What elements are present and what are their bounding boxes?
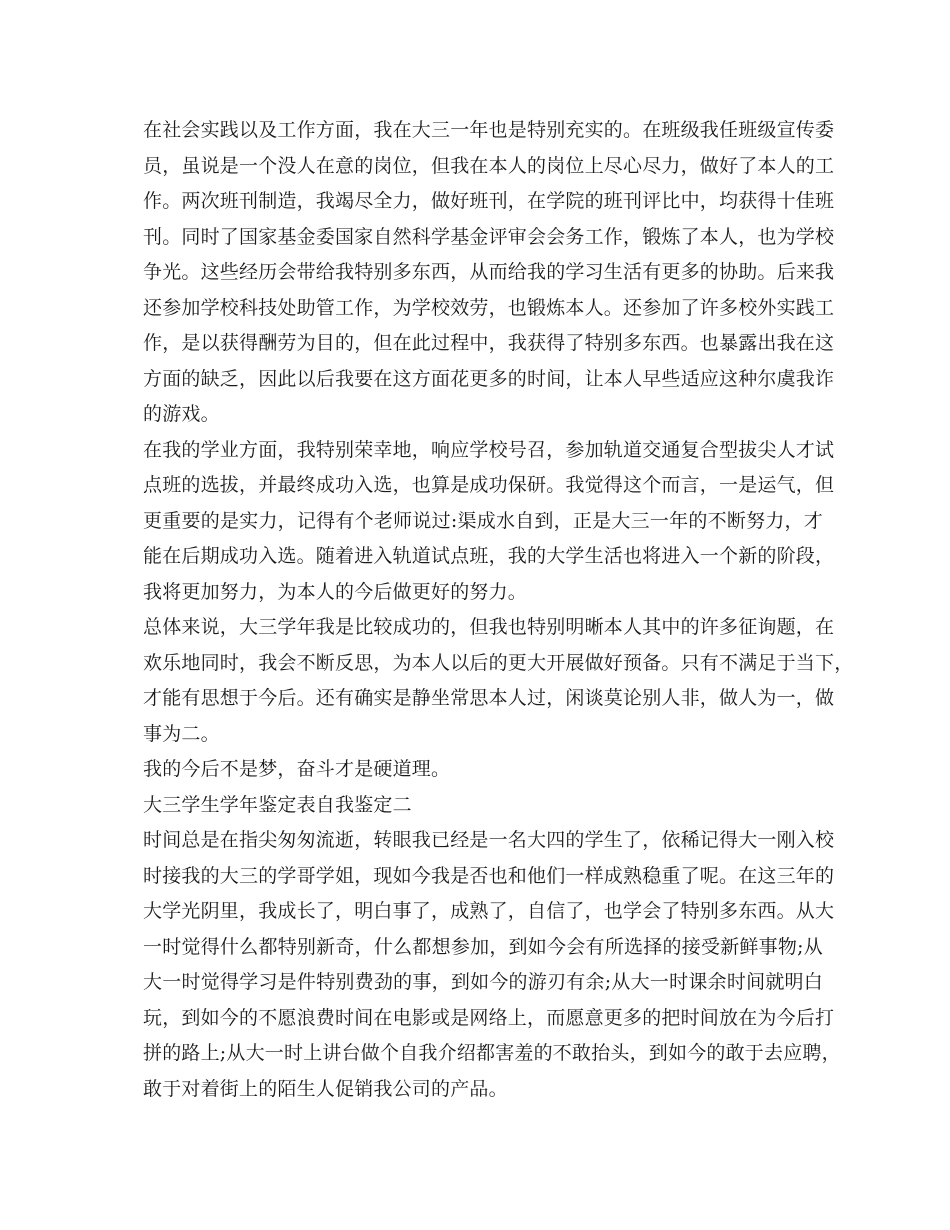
paragraph [143, 752, 823, 788]
text-line: 更重要的是实力，记得有个老师说过:渠成水自到，正是大三一年的不断努力，才 [143, 509, 823, 532]
text-line: 总体来说，大三学年我是比较成功的，但我也特别明晰本人其中的许多征询题，在 [143, 616, 835, 638]
text-line: 还参加学校科技处助管工作，为学校效劳，也锻炼本人。还参加了许多校外实践工 [143, 296, 835, 319]
text-line: 事为二。 [143, 722, 220, 745]
document-body [143, 113, 854, 1107]
text-line: 大一时觉得学习是件特别费劲的事，到如今的游刃有余;从大一时课余时间就明白 [143, 971, 823, 993]
text-line: 我将更加努力，为本人的今后做更好的努力。 [143, 580, 528, 603]
text-line: 员，虽说是一个没人在意的岗位，但我在本人的岗位上尽心尽力，做好了本人的工 [143, 154, 835, 177]
text-line: 时接我的大三的学哥学姐，现如今我是否也和他们一样成熟稳重了呢。在这三年的 [143, 864, 835, 887]
text-line: 能在后期成功入选。随着进入轨道试点班，我的大学生活也将进入一个新的阶段， [143, 545, 835, 567]
text-line: 才能有思想于今后。还有确实是静坐常思本人过，闲谈莫论别人非，做人为一，做 [143, 687, 835, 709]
text-line: 玩，到如今的不愿浪费时间在电影或是网络上，而愿意更多的把时间放在为今后打 [143, 1006, 835, 1029]
text-line: 我的今后不是梦，奋斗才是硬道理。 [143, 758, 451, 780]
text-line: 的游戏。 [143, 403, 220, 425]
paragraph [143, 113, 835, 433]
text-line: 争光。这些经历会带给我特别多东西，从而给我的学习生活有更多的协助。后来我 [143, 261, 835, 283]
text-line: 作，是以获得酬劳为目的，但在此过程中，我获得了特别多东西。也暴露出我在这 [143, 332, 835, 354]
text-line: 刊。同时了国家基金委国家自然科学基金评审会会务工作，锻炼了本人，也为学校 [143, 225, 835, 248]
text-line: 在我的学业方面，我特别荣幸地，响应学校号召，参加轨道交通复合型拔尖人才试 [143, 438, 835, 461]
text-line: 时间总是在指尖匆匆流逝，转眼我已经是一名大四的学生了，依稀记得大一刚入校 [143, 829, 835, 851]
text-line: 欢乐地同时，我会不断反思，为本人以后的更大开展做好预备。只有不满足于当下， [143, 651, 854, 674]
paragraph [143, 610, 854, 752]
paragraph [143, 788, 823, 824]
text-line: 拼的路上;从大一时上讲台做个自我介绍都害羞的不敢抬头，到如今的敢于去应聘， [143, 1042, 841, 1064]
text-line: 一时觉得什么都特别新奇，什么都想参加，到如今会有所选择的接受新鲜事物;从 [143, 935, 823, 958]
paragraph [143, 823, 841, 1107]
text-line: 方面的缺乏，因此以后我要在这方面花更多的时间，让本人早些适应这种尔虞我诈 [143, 367, 835, 390]
text-line: 大学光阴里，我成长了，明白事了，成熟了，自信了，也学会了特别多东西。从大 [143, 900, 835, 922]
text-line: 大三学生学年鉴定表自我鉴定二 [143, 793, 412, 816]
text-line: 点班的选拔，并最终成功入选，也算是成功保研。我觉得这个而言，一是运气，但 [143, 474, 835, 496]
text-line: 敢于对着街上的陌生人促销我公司的产品。 [143, 1077, 508, 1100]
text-line: 作。两次班刊制造，我竭尽全力，做好班刊，在学院的班刊评比中，均获得十佳班 [143, 190, 835, 212]
text-line: 在社会实践以及工作方面，我在大三一年也是特别充实的。在班级我任班级宣传委 [143, 119, 835, 141]
paragraph [143, 433, 835, 611]
